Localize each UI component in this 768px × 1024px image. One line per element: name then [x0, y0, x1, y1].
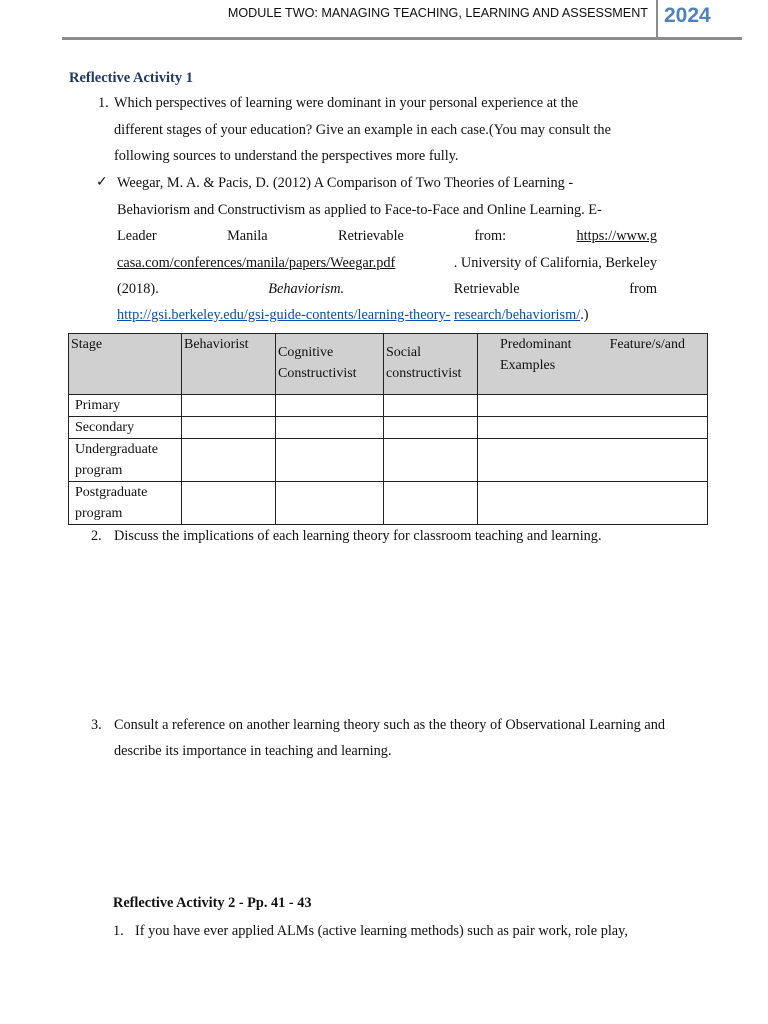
- col-header-cognitive: [276, 334, 384, 395]
- table-row: [69, 439, 708, 482]
- ref-line-1: Weegar, M. A. & Pacis, D. (2012) A Comparison of Two Theories of Learning -: [117, 175, 574, 191]
- activity2-q1-number: 1.: [113, 923, 124, 939]
- table-cell[interactable]: [384, 417, 478, 439]
- table-cell[interactable]: [182, 439, 276, 482]
- table-cell[interactable]: [478, 482, 708, 525]
- q1-line-1: [114, 90, 657, 117]
- col-header-examples-word: Examples: [500, 358, 556, 373]
- table-cell[interactable]: [478, 417, 708, 439]
- table-cell[interactable]: [384, 482, 478, 525]
- ref-word-leader: Leader: [117, 228, 157, 244]
- activity2-q1-text: If you have ever applied ALMs (active learning methods) such as pair work, role play,: [135, 923, 628, 939]
- table-cell[interactable]: [384, 439, 478, 482]
- q1-line-1-text: Which perspectives of learning were dominant in your personal experience at the: [114, 95, 579, 111]
- activity2-heading: Reflective Activity 2 - Pp. 41 - 43: [113, 895, 312, 911]
- ref-word-from-2: from: [629, 281, 657, 297]
- activity1-heading: Reflective Activity 1: [69, 70, 194, 86]
- table-row: [69, 417, 708, 439]
- table-cell[interactable]: [182, 482, 276, 525]
- q2-text: Discuss the implications of each learning theory for classroom teaching and learning.: [114, 528, 602, 544]
- table-cell[interactable]: [182, 395, 276, 417]
- ref-word-manila: Manila: [227, 228, 268, 244]
- col-header-predominant: [478, 334, 708, 395]
- ref-word-retrievable-2: Retrievable: [453, 281, 520, 297]
- q1-line-2: different stages of your education? Give an example in each case.(You may consult the: [114, 121, 611, 138]
- module-title: MODULE TWO: MANAGING TEACHING, LEARNING AND ASSESSMENT: [227, 6, 648, 20]
- stages-table: [68, 333, 708, 525]
- table-cell[interactable]: [182, 417, 276, 439]
- col-header-behaviorist: Behaviorist: [182, 334, 276, 395]
- table-row: [69, 482, 708, 525]
- header-divider: [656, 0, 658, 37]
- row-stage-secondary: Secondary: [69, 417, 182, 439]
- ref-line-2: Behaviorism and Constructivism as applied to Face-to-Face and Online Learning. E-: [117, 202, 602, 218]
- ref-url2-part2[interactable]: research/behaviorism/: [453, 307, 581, 323]
- table-cell[interactable]: [384, 395, 478, 417]
- ref-line-4: [117, 250, 657, 277]
- q1-line-3: following sources to understand the perspectives more fully.: [114, 148, 459, 164]
- ref-url2-part1[interactable]: http://gsi.berkeley.edu/gsi-guide-contents/learning-theory-: [117, 307, 451, 323]
- row-stage-primary: Primary: [69, 395, 182, 417]
- table-cell[interactable]: [276, 417, 384, 439]
- ref-line-3: [117, 223, 657, 250]
- col-header-features-word: Feature/s/and: [609, 337, 685, 352]
- table-cell[interactable]: [276, 395, 384, 417]
- page-header: [62, 0, 742, 40]
- table-cell[interactable]: [478, 439, 708, 482]
- header-year: 2024: [664, 4, 711, 27]
- ref-word-retrievable: Retrievable: [338, 228, 404, 244]
- col-header-social-text: Social constructivist: [386, 345, 462, 381]
- q3-line-2: describe its importance in teaching and learning.: [114, 743, 392, 759]
- ref-line-4-rest: . University of California, Berkeley: [453, 255, 657, 271]
- table-cell[interactable]: [478, 395, 708, 417]
- col-header-social: [384, 334, 478, 395]
- ref-word-from: from:: [474, 228, 507, 244]
- table-cell[interactable]: [276, 439, 384, 482]
- q1-number: 1.: [98, 95, 109, 111]
- ref-url1-part1[interactable]: https://www.g: [576, 228, 657, 244]
- table-row: [69, 395, 708, 417]
- col-header-cognitive-text: Cognitive Constructivist: [278, 345, 357, 381]
- ref-line-6: [117, 302, 589, 329]
- checkmark-icon: ✓: [96, 174, 108, 190]
- q3-number: 3.: [91, 717, 102, 733]
- col-header-predominant-word: Predominant: [500, 337, 572, 352]
- q1-text: [114, 90, 657, 170]
- ref-line-5: [117, 276, 657, 303]
- ref-word-year: (2018).: [117, 281, 159, 297]
- ref-url2-close: .): [580, 307, 589, 323]
- q2-number: 2.: [91, 528, 102, 544]
- col-header-stage: Stage: [69, 334, 182, 395]
- row-stage-undergraduate: Undergraduate program: [69, 439, 182, 482]
- q3-line-1: Consult a reference on another learning theory such as the theory of Observational Learning and: [114, 717, 666, 733]
- row-stage-postgraduate: Postgraduate program: [69, 482, 182, 525]
- table-header-row: [69, 334, 708, 395]
- ref-url1-part2[interactable]: casa.com/conferences/manila/papers/Weegar.pdf: [117, 255, 396, 271]
- table-cell[interactable]: [276, 482, 384, 525]
- ref-word-behaviorism: Behaviorism.: [268, 281, 345, 297]
- col-header-predominant-line1: [480, 334, 705, 355]
